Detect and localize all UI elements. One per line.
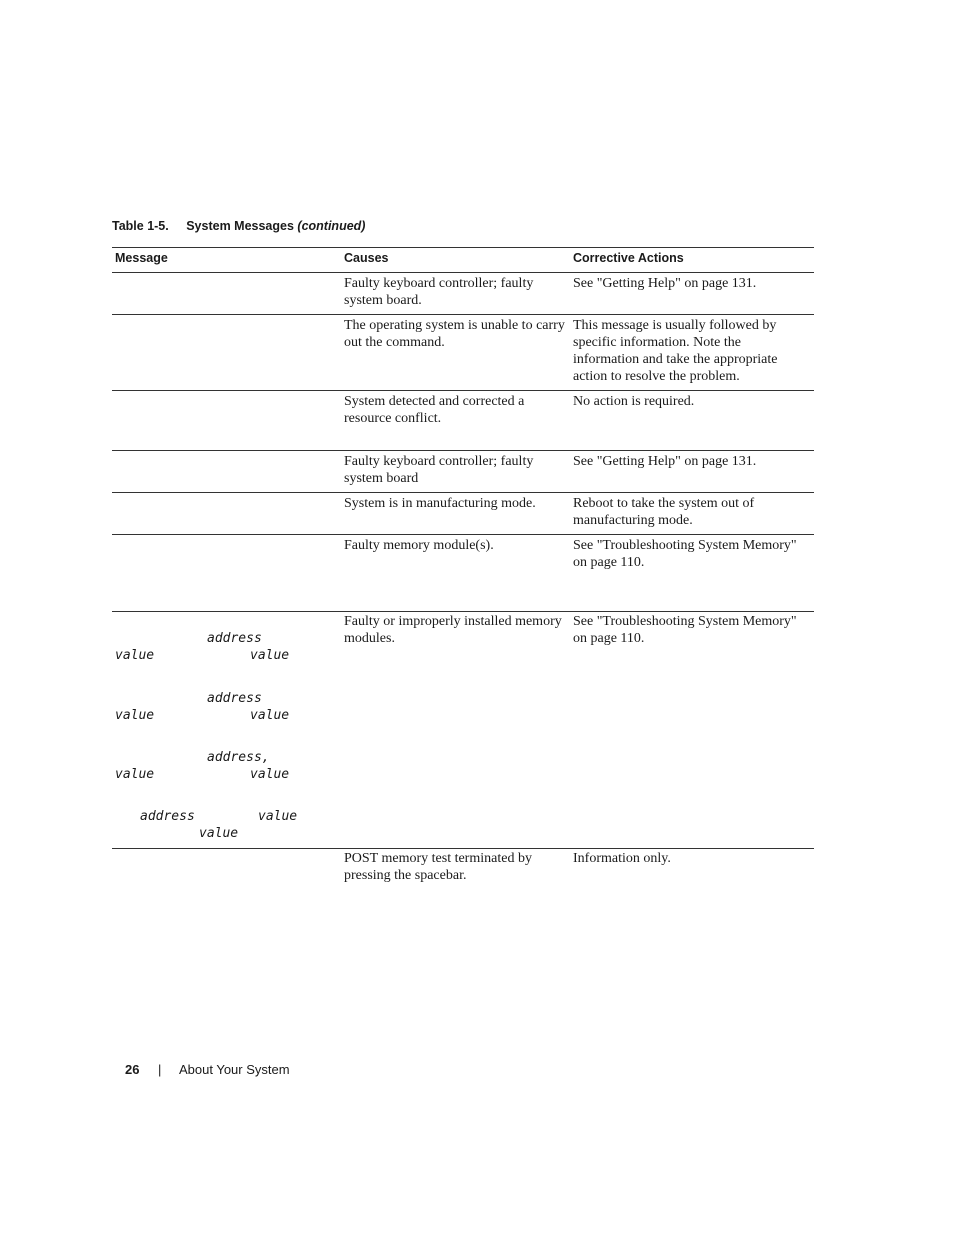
row-8-cause: POST memory test terminated by pressing the spacebar. [344,851,532,883]
row-divider [112,492,814,493]
message-value-placeholder: value [115,767,155,782]
header-corrective-actions: Corrective Actions [573,251,684,265]
table-top-rule [112,247,814,248]
row-4-action: See "Getting Help" on page 131. [573,454,757,469]
table-caption [112,219,365,233]
row-8-action: Information only. [573,851,671,866]
row-5-action: Reboot to take the system out of manufacturing mode. [573,496,755,528]
row-divider [112,848,814,849]
table-title: System Messages [186,219,294,233]
table-continued: (continued) [297,219,366,233]
message-value-placeholder: value [250,708,290,723]
row-3-action: No action is required. [573,394,695,409]
row-1-action: See "Getting Help" on page 131. [573,276,757,291]
row-divider [112,390,814,391]
message-address-placeholder: address [207,631,262,646]
header-message: Message [115,251,168,265]
message-address-placeholder: address [207,691,262,706]
table-number: Table 1-5. [112,219,169,233]
message-value-placeholder: value [199,826,239,841]
row-7-cause: Faulty or improperly installed memory modules. [344,614,562,646]
row-1-cause: Faulty keyboard controller; faulty system board. [344,276,534,308]
message-value-placeholder: value [115,708,155,723]
message-value-placeholder: value [250,767,290,782]
page-number: 26 [125,1062,140,1077]
footer-separator: | [158,1062,162,1077]
message-address-placeholder: address, [207,750,270,765]
row-divider [112,314,814,315]
row-4-cause: Faulty keyboard controller; faulty system board [344,454,534,486]
row-2-cause: The operating system is unable to carry out the command. [344,318,565,350]
message-value-placeholder: value [258,809,298,824]
header-rule [112,272,814,273]
footer-section-title: About Your System [179,1062,290,1077]
row-5-cause: System is in manufacturing mode. [344,496,536,511]
row-7-action: See "Troubleshooting System Memory" on page 110. [573,614,797,646]
row-6-cause: Faulty memory module(s). [344,538,494,553]
message-address-placeholder: address [140,809,195,824]
row-divider [112,450,814,451]
row-3-cause: System detected and corrected a resource conflict. [344,394,525,426]
row-divider [112,534,814,535]
message-value-placeholder: value [115,648,155,663]
row-2-action: This message is usually followed by specific information. Note the information and take the appropriate action to resolve the problem. [573,318,778,384]
header-causes: Causes [344,251,389,265]
message-value-placeholder: value [250,648,290,663]
row-divider [112,611,814,612]
row-6-action: See "Troubleshooting System Memory" on page 110. [573,538,797,570]
